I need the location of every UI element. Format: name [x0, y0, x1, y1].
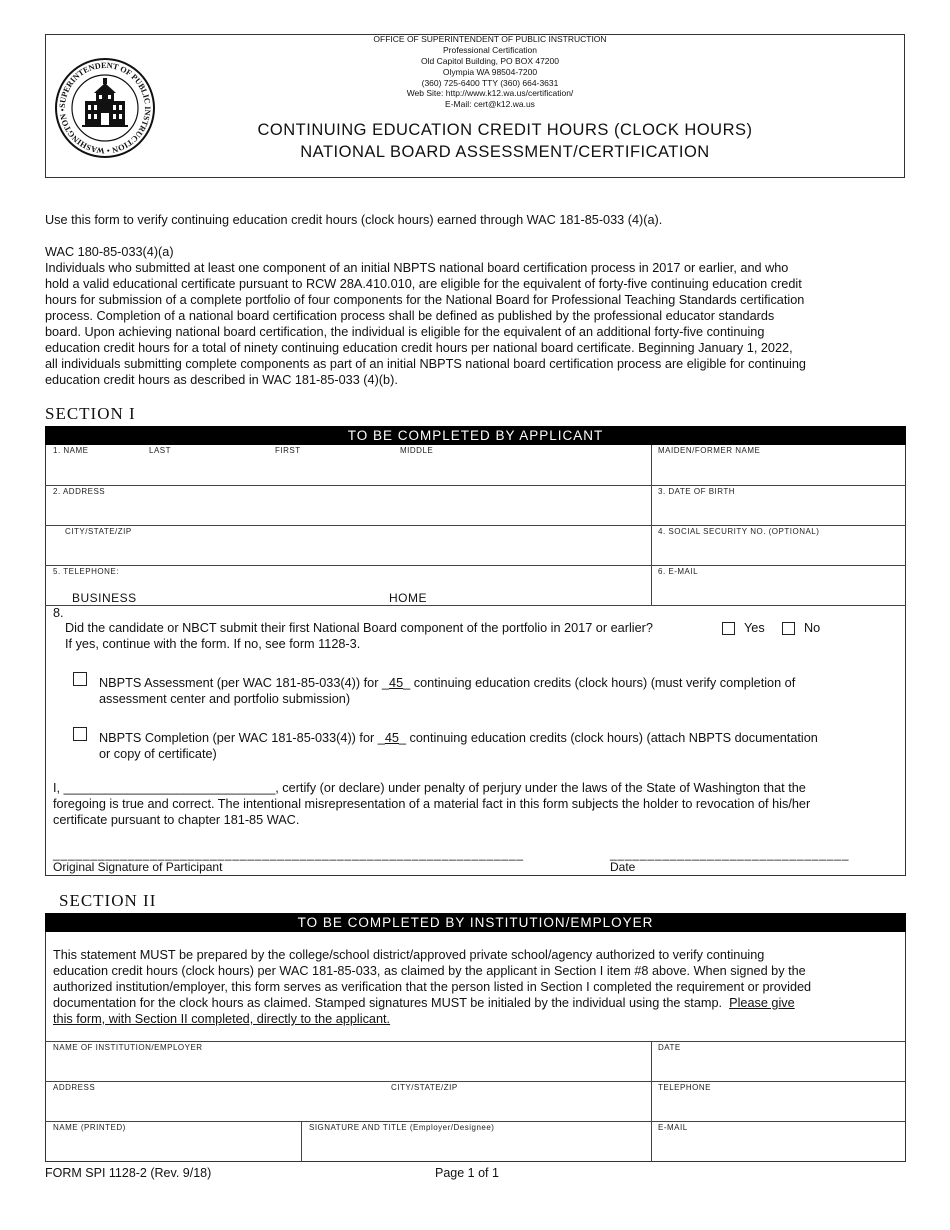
statement-line: education credit hours (clock hours) per WAC 181-85-033, as claimed by the applicant in Section I item #8 above. When signed by the — [53, 964, 806, 978]
institution-address-label: ADDRESS — [53, 1083, 96, 1092]
maiden-name-label: MAIDEN/FORMER NAME — [658, 446, 761, 455]
nbpts-completion-pre: NBPTS Completion (per WAC 181-85-033(4)) for _ — [99, 731, 385, 745]
ssn-label: 4. SOCIAL SECURITY NO. (OPTIONAL) — [658, 527, 820, 536]
nbpts-assessment-pre: NBPTS Assessment (per WAC 181-85-033(4)) for _ — [99, 676, 390, 690]
form-title: CONTINUING EDUCATION CREDIT HOURS (CLOCK HOURS) — [257, 121, 753, 139]
divider — [45, 525, 906, 526]
date-line[interactable]: ________________________________ — [610, 847, 850, 861]
maiden-name-field[interactable] — [652, 456, 905, 484]
office-line: Old Capitol Building, PO BOX 47200 — [421, 56, 559, 66]
wac-text-line: process. Completion of a national board certification process shall be defined as published by the professional educator standards — [45, 309, 775, 323]
section-1-heading: SECTION I — [45, 404, 136, 423]
last-name-label: LAST — [149, 446, 172, 455]
statement-line: authorized institution/employer, this form serves as verification that the person listed in Section I completed the requirement or provided — [53, 980, 812, 994]
signature-label: Original Signature of Participant — [53, 860, 223, 874]
office-line: E-Mail: cert@k12.wa.us — [445, 99, 535, 109]
statement-underlined: this form, with Section II completed, directly to the applicant. — [53, 1012, 391, 1026]
business-phone-field[interactable] — [140, 580, 380, 604]
wac-text-line: hours for submission of a complete portfolio of four components for the National Board for Professional Teaching Standards certification — [45, 293, 805, 307]
name-field[interactable] — [46, 456, 650, 484]
statement-underlined: Please give — [729, 996, 795, 1010]
statement-line — [53, 995, 795, 1011]
nbpts-completion-text — [99, 730, 818, 746]
wac-text-line: all individuals submitting complete components as part of an initial NBPTS national board certification process are eligible for continuing — [45, 357, 806, 371]
address-label: 2. ADDRESS — [53, 487, 106, 496]
item-8-question: Did the candidate or NBCT submit their first National Board component of the portfolio in 2017 or earlier? — [65, 621, 653, 635]
telephone-label: 5. TELEPHONE: — [53, 567, 119, 576]
signature-title-label: SIGNATURE AND TITLE (Employer/Designee) — [309, 1123, 495, 1132]
wac-text-line: education credit hours as described in WAC 181-85-033 (4)(b). — [45, 373, 398, 387]
office-line: Professional Certification — [442, 45, 537, 55]
nbpts-completion-hours: 45 — [384, 731, 399, 745]
wac-heading: WAC 180-85-033(4)(a) — [45, 245, 174, 259]
name-printed-field[interactable] — [46, 1133, 300, 1161]
institution-telephone-label: TELEPHONE — [658, 1083, 711, 1092]
address-field[interactable] — [46, 497, 650, 524]
item-8-instruction: If yes, continue with the form. If no, see form 1128-3. — [65, 637, 361, 651]
divider — [45, 1041, 906, 1042]
divider — [45, 565, 906, 566]
email-field[interactable] — [652, 577, 905, 604]
email-label: 6. E-MAIL — [658, 567, 699, 576]
office-line: Olympia WA 98504-7200 — [442, 67, 538, 77]
nbpts-assessment-checkbox[interactable] — [73, 672, 87, 686]
certification-line: foregoing is true and correct. The intentional misrepresentation of a material fact in this form subjects the holder to revocation of his/her — [53, 797, 811, 811]
state-seal-icon — [52, 58, 158, 158]
divider — [45, 1081, 906, 1082]
divider — [45, 485, 906, 486]
business-phone-label: BUSINESS — [72, 591, 137, 605]
statement-text: documentation for the clock hours as claimed. Stamped signatures MUST be initialed by the individual using the stamp. — [53, 996, 723, 1010]
yes-checkbox[interactable] — [722, 622, 735, 635]
institution-field[interactable] — [46, 1053, 650, 1080]
city-state-zip-field[interactable] — [46, 537, 650, 564]
institution-date-label: DATE — [658, 1043, 681, 1052]
first-name-label: FIRST — [275, 446, 301, 455]
wac-text-line: hold a valid educational certificate pursuant to RCW 28A.410.010, are eligible for the equivalent of forty-five continuing education credit — [45, 277, 802, 291]
wac-text-line: education credit hours for a total of ninety continuing education credit hours per national board certificate. Beginning January 1, 2022, — [45, 341, 793, 355]
institution-city-label: CITY/STATE/ZIP — [391, 1083, 458, 1092]
signature-title-field[interactable] — [302, 1133, 650, 1161]
page-number: Page 1 of 1 — [435, 1166, 499, 1180]
home-phone-label: HOME — [389, 591, 427, 605]
divider — [45, 605, 906, 606]
section-1-bar: TO BE COMPLETED BY APPLICANT — [45, 426, 906, 445]
name-label: 1. NAME — [53, 446, 89, 455]
wac-text-line: Individuals who submitted at least one component of an initial NBPTS national board certification process in 2017 or earlier, and who — [45, 261, 789, 275]
institution-email-label: E-MAIL — [658, 1123, 688, 1132]
nbpts-assessment-text — [99, 675, 795, 691]
divider — [45, 1121, 906, 1122]
date-label: Date — [610, 860, 636, 874]
home-phone-field[interactable] — [430, 580, 650, 604]
nbpts-completion-line2: or copy of certificate) — [99, 747, 217, 761]
city-state-zip-label: CITY/STATE/ZIP — [65, 527, 132, 536]
office-line: OFFICE OF SUPERINTENDENT OF PUBLIC INSTRUCTION — [373, 34, 607, 44]
section-2-bar: TO BE COMPLETED BY INSTITUTION/EMPLOYER — [45, 913, 906, 932]
institution-email-field[interactable] — [652, 1133, 905, 1161]
institution-telephone-field[interactable] — [652, 1093, 905, 1120]
nbpts-assessment-hours: 45 — [389, 676, 404, 690]
office-line: (360) 725-6400 TTY (360) 664-3631 — [421, 78, 559, 88]
date-of-birth-field[interactable] — [652, 497, 905, 524]
item-8-number: 8. — [53, 606, 64, 620]
section-2-heading: SECTION II — [59, 891, 157, 910]
nbpts-assessment-post: _ continuing education credits (clock hours) (must verify completion of — [403, 676, 796, 690]
date-of-birth-label: 3. DATE OF BIRTH — [658, 487, 736, 496]
form-subtitle: NATIONAL BOARD ASSESSMENT/CERTIFICATION — [300, 143, 710, 161]
certification-line: I, ______________________________, certify (or declare) under penalty of perjury under the laws of the State of Washington that the — [53, 781, 806, 795]
institution-label: NAME OF INSTITUTION/EMPLOYER — [53, 1043, 203, 1052]
purpose-text: Use this form to verify continuing education credit hours (clock hours) earned through WAC 181-85-033 (4)(a). — [45, 213, 663, 227]
nbpts-completion-post: _ continuing education credits (clock hours) (attach NBPTS documentation — [398, 731, 818, 745]
ssn-field[interactable] — [652, 537, 905, 564]
name-printed-label: NAME (PRINTED) — [53, 1123, 126, 1132]
middle-name-label: MIDDLE — [400, 446, 434, 455]
certification-line: certificate pursuant to chapter 181-85 WAC. — [53, 813, 300, 827]
form-id: FORM SPI 1128-2 (Rev. 9/18) — [45, 1166, 212, 1180]
institution-date-field[interactable] — [652, 1053, 905, 1080]
office-line: Web Site: http://www.k12.wa.us/certification/ — [406, 88, 574, 98]
nbpts-assessment-line2: assessment center and portfolio submission) — [99, 692, 351, 706]
signature-line[interactable]: _______________________________________________________________ — [53, 847, 524, 861]
no-checkbox[interactable] — [782, 622, 795, 635]
yes-label: Yes — [744, 621, 765, 635]
institution-address-field[interactable] — [46, 1093, 650, 1120]
seal-text: SUPERINTENDENT OF PUBLIC INSTRUCTION • WASHINGTON • — [57, 60, 153, 156]
nbpts-completion-checkbox[interactable] — [73, 727, 87, 741]
statement-line: This statement MUST be prepared by the college/school district/approved private school/agency authorized to verify continuing — [53, 948, 765, 962]
no-label: No — [804, 621, 821, 635]
wac-text-line: board. Upon achieving national board certification, the individual is eligible for the equivalent of an additional forty-five continuing — [45, 325, 765, 339]
